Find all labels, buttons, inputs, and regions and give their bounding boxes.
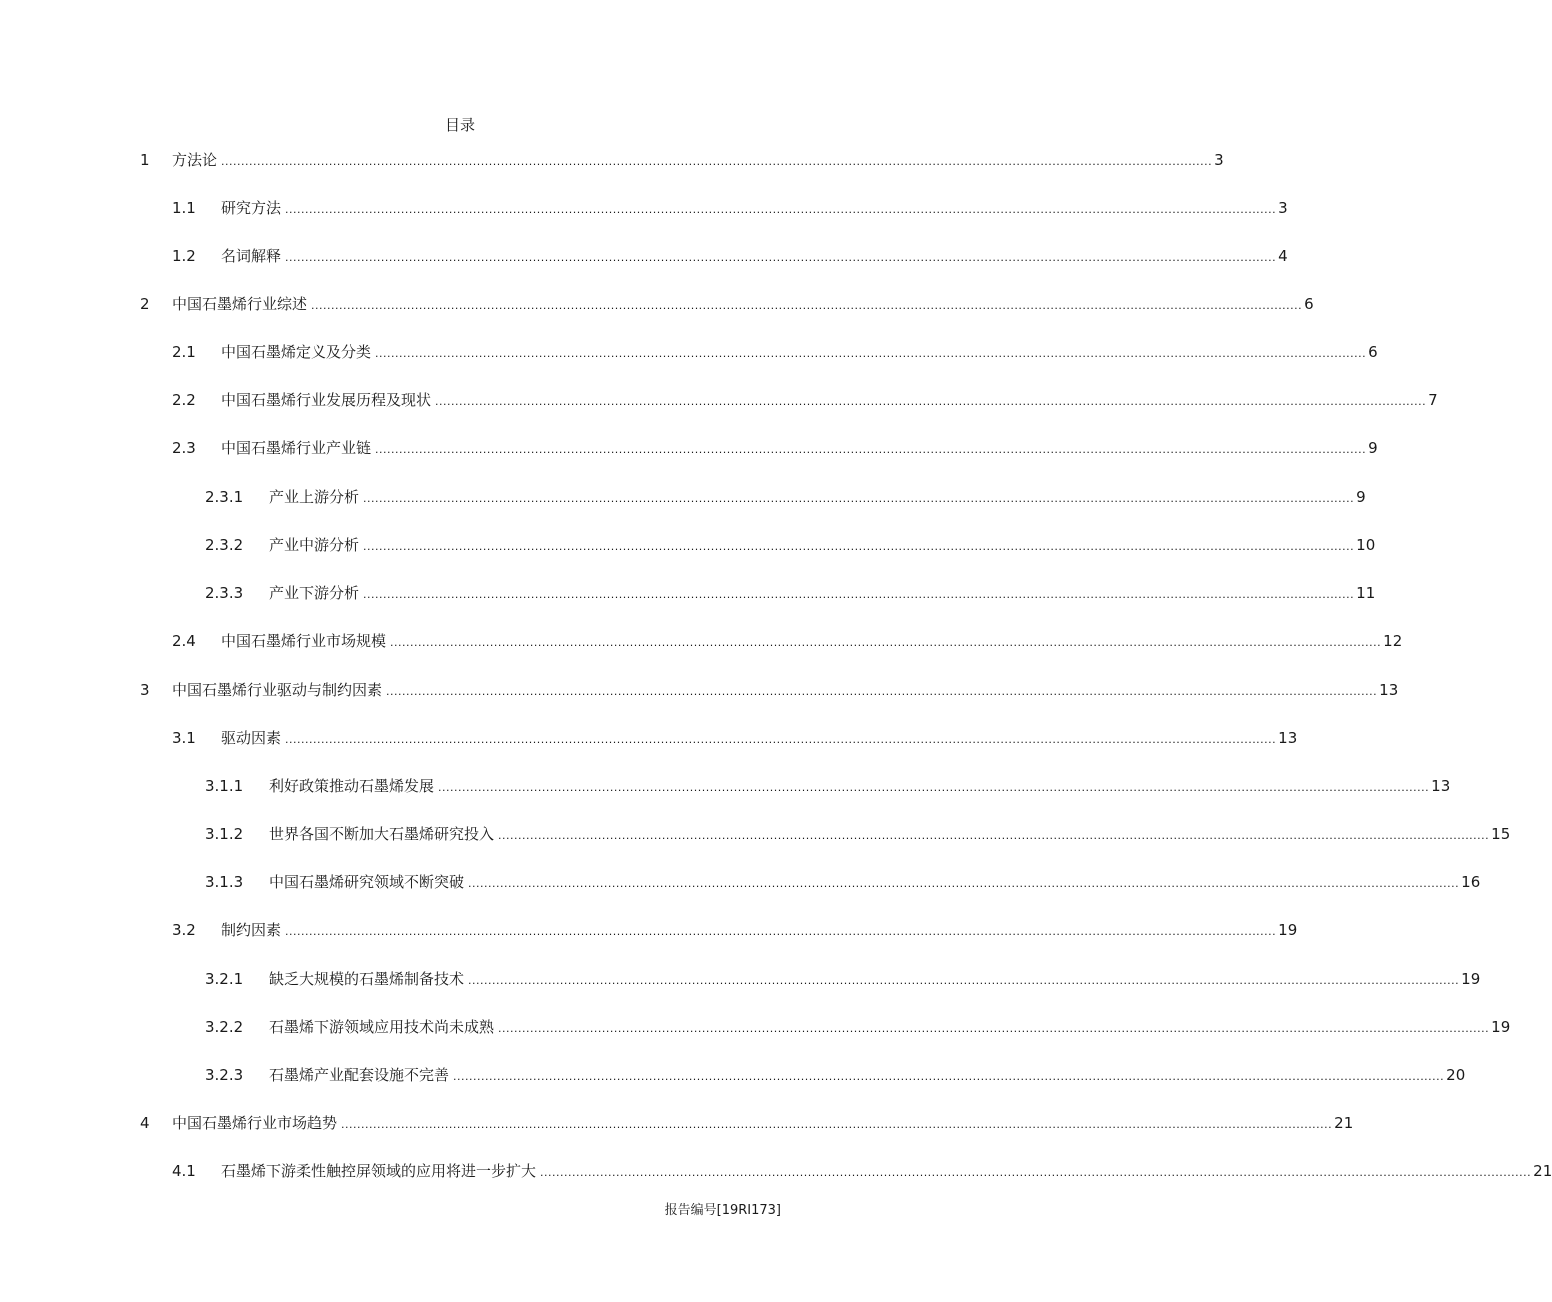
toc-entry-page: 3 xyxy=(1278,199,1288,217)
toc-entry-number: 3 xyxy=(140,681,150,699)
toc-dot-leader: ........................................................................................................................................................................................................................................................ xyxy=(438,781,1430,794)
toc-entry-number: 3.2 xyxy=(172,921,196,939)
toc-entry-title: 石墨烯下游柔性触控屏领域的应用将进一步扩大 xyxy=(221,1162,537,1180)
toc-entry[interactable] xyxy=(172,245,1288,267)
toc-dot-leader: ........................................................................................................................................................................................................................................................ xyxy=(375,443,1367,456)
toc-entry-title: 中国石墨烯行业市场规模 xyxy=(221,632,387,650)
toc-entry-title: 名词解释 xyxy=(221,247,282,265)
toc-entry-page: 10 xyxy=(1356,536,1376,554)
toc-entry-page: 12 xyxy=(1383,632,1403,650)
toc-entry-page: 3 xyxy=(1214,151,1224,169)
toc-entry-page: 20 xyxy=(1446,1066,1466,1084)
toc-entry-page: 21 xyxy=(1533,1162,1552,1180)
toc-entry[interactable] xyxy=(172,437,1378,459)
toc-entry[interactable] xyxy=(172,197,1288,219)
toc-entry-number: 2.3.2 xyxy=(205,536,244,554)
toc-dot-leader: ........................................................................................................................................................................................................................................................ xyxy=(390,636,1382,649)
toc-entry-number: 2.4 xyxy=(172,632,196,650)
toc-entry-number: 3.1.1 xyxy=(205,777,244,795)
toc-entry-title: 制约因素 xyxy=(221,921,282,939)
toc-dot-leader: ........................................................................................................................................................................................................................................................ xyxy=(498,829,1490,842)
toc-entry-number: 3.2.1 xyxy=(205,970,244,988)
toc-entry-title: 驱动因素 xyxy=(221,729,282,747)
toc-entry-page: 13 xyxy=(1431,777,1451,795)
toc-entry-number: 4 xyxy=(140,1114,150,1132)
toc-entry-title: 中国石墨烯行业产业链 xyxy=(221,439,372,457)
toc-dot-leader: ........................................................................................................................................................................................................................................................ xyxy=(285,251,1277,264)
toc-entry[interactable] xyxy=(172,727,1298,749)
toc-entry-page: 19 xyxy=(1461,970,1481,988)
toc-dot-leader: ........................................................................................................................................................................................................................................................ xyxy=(498,1022,1490,1035)
toc-entry-number: 4.1 xyxy=(172,1162,196,1180)
toc-dot-leader: ........................................................................................................................................................................................................................................................ xyxy=(363,540,1355,553)
toc-entry-title: 缺乏大规模的石墨烯制备技术 xyxy=(269,970,465,988)
toc-entry-page: 19 xyxy=(1278,921,1298,939)
toc-entry[interactable] xyxy=(172,1160,1552,1182)
toc-entry-title: 产业下游分析 xyxy=(269,584,360,602)
toc-entry-number: 2.1 xyxy=(172,343,196,361)
toc-entry-number: 3.2.2 xyxy=(205,1018,244,1036)
toc-entry[interactable] xyxy=(205,871,1481,893)
page-title: 目录 xyxy=(444,116,475,134)
toc-entry-page: 21 xyxy=(1334,1114,1354,1132)
toc-entry-page: 13 xyxy=(1379,681,1399,699)
toc-entry-page: 15 xyxy=(1491,825,1511,843)
toc-entry-title: 产业中游分析 xyxy=(269,536,360,554)
toc-entry-page: 16 xyxy=(1461,873,1481,891)
toc-entry-number: 2.3.1 xyxy=(205,488,244,506)
toc-dot-leader: ........................................................................................................................................................................................................................................................ xyxy=(363,588,1355,601)
toc-entry-title: 中国石墨烯研究领域不断突破 xyxy=(269,873,465,891)
toc-entry[interactable] xyxy=(172,919,1298,941)
toc-entry-title: 产业上游分析 xyxy=(269,488,360,506)
toc-entry-title: 石墨烯下游领域应用技术尚未成熟 xyxy=(269,1018,495,1036)
toc-entry-number: 1.2 xyxy=(172,247,196,265)
toc-entry-number: 2 xyxy=(140,295,150,313)
toc-entry[interactable] xyxy=(172,341,1378,363)
toc-entry-number: 3.1.3 xyxy=(205,873,244,891)
toc-entry-page: 6 xyxy=(1368,343,1378,361)
toc-entry-title: 中国石墨烯行业驱动与制约因素 xyxy=(172,681,383,699)
toc-dot-leader: ........................................................................................................................................................................................................................................................ xyxy=(453,1070,1445,1083)
toc-entry[interactable] xyxy=(140,1112,1354,1134)
toc-entry-page: 13 xyxy=(1278,729,1298,747)
toc-entry-title: 利好政策推动石墨烯发展 xyxy=(269,777,435,795)
toc-entry[interactable] xyxy=(205,823,1511,845)
toc-dot-leader: ........................................................................................................................................................................................................................................................ xyxy=(285,733,1277,746)
toc-entry[interactable] xyxy=(172,389,1438,411)
toc-entry-page: 4 xyxy=(1278,247,1288,265)
toc-entry-number: 3.1 xyxy=(172,729,196,747)
toc-entry-title: 中国石墨烯行业综述 xyxy=(172,295,308,313)
toc-entry-page: 7 xyxy=(1428,391,1438,409)
toc-dot-leader: ........................................................................................................................................................................................................................................................ xyxy=(375,347,1367,360)
toc-entry-page: 11 xyxy=(1356,584,1376,602)
toc-dot-leader: ........................................................................................................................................................................................................................................................ xyxy=(540,1166,1532,1179)
toc-entry[interactable] xyxy=(205,968,1481,990)
toc-entry[interactable] xyxy=(140,149,1224,171)
toc-dot-leader: ........................................................................................................................................................................................................................................................ xyxy=(221,155,1213,168)
toc-entry[interactable] xyxy=(172,630,1403,652)
toc-entry[interactable] xyxy=(140,679,1399,701)
toc-entry-title: 中国石墨烯定义及分类 xyxy=(221,343,372,361)
toc-entry-page: 6 xyxy=(1304,295,1314,313)
toc-entry[interactable] xyxy=(205,1016,1511,1038)
toc-entry-page: 19 xyxy=(1491,1018,1511,1036)
toc-entry-page: 9 xyxy=(1356,488,1366,506)
toc-dot-leader: ........................................................................................................................................................................................................................................................ xyxy=(285,925,1277,938)
toc-entry-title: 中国石墨烯行业市场趋势 xyxy=(172,1114,338,1132)
toc-dot-leader: ........................................................................................................................................................................................................................................................ xyxy=(285,203,1277,216)
toc-dot-leader: ........................................................................................................................................................................................................................................................ xyxy=(341,1118,1333,1131)
toc-entry[interactable] xyxy=(205,534,1376,556)
toc-entry-number: 3.2.3 xyxy=(205,1066,244,1084)
toc-entry[interactable] xyxy=(205,582,1376,604)
report-number: 报告编号[19RI173] xyxy=(664,1203,781,1218)
toc-entry-number: 1.1 xyxy=(172,199,196,217)
toc-dot-leader: ........................................................................................................................................................................................................................................................ xyxy=(311,299,1303,312)
toc-dot-leader: ........................................................................................................................................................................................................................................................ xyxy=(386,685,1378,698)
toc-dot-leader: ........................................................................................................................................................................................................................................................ xyxy=(363,492,1355,505)
toc-entry-number: 2.3.3 xyxy=(205,584,244,602)
toc-entry-title: 石墨烯产业配套设施不完善 xyxy=(269,1066,450,1084)
toc-entry[interactable] xyxy=(205,486,1366,508)
toc-entry[interactable] xyxy=(140,293,1314,315)
toc-entry[interactable] xyxy=(205,1064,1466,1086)
toc-entry-number: 1 xyxy=(140,151,150,169)
toc-dot-leader: ........................................................................................................................................................................................................................................................ xyxy=(468,877,1460,890)
toc-entry-number: 2.3 xyxy=(172,439,196,457)
toc-dot-leader: ........................................................................................................................................................................................................................................................ xyxy=(435,395,1427,408)
toc-entry-title: 世界各国不断加大石墨烯研究投入 xyxy=(269,825,495,843)
toc-entry-title: 中国石墨烯行业发展历程及现状 xyxy=(221,391,432,409)
toc-dot-leader: ........................................................................................................................................................................................................................................................ xyxy=(468,974,1460,987)
toc-entry-page: 9 xyxy=(1368,439,1378,457)
toc-entry[interactable] xyxy=(205,775,1451,797)
toc-entry-number: 3.1.2 xyxy=(205,825,244,843)
toc-entry-title: 研究方法 xyxy=(221,199,282,217)
toc-entry-number: 2.2 xyxy=(172,391,196,409)
toc-entry-title: 方法论 xyxy=(172,151,218,169)
